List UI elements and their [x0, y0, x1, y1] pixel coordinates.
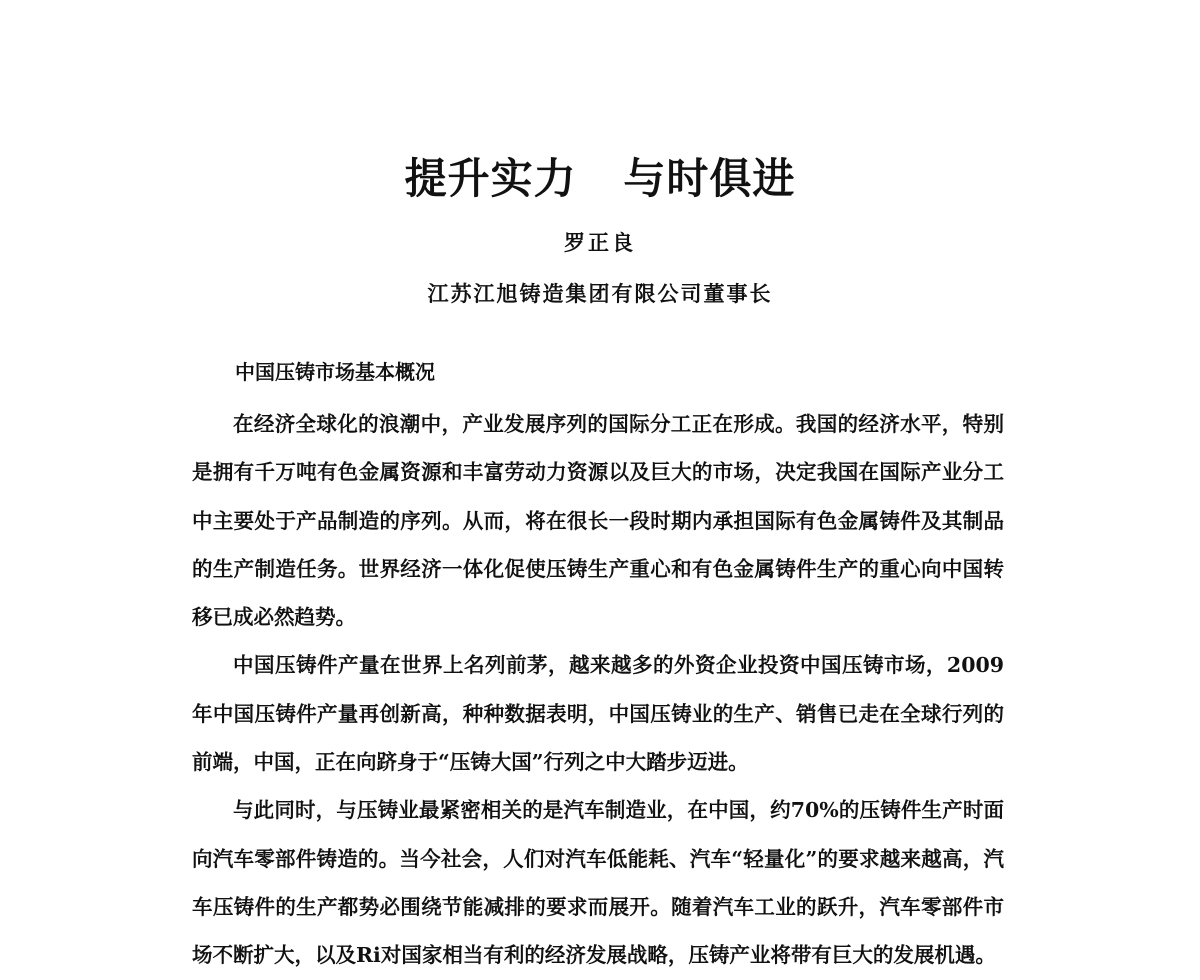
- document-title: 提升实力 与时俱进: [404, 154, 796, 203]
- paragraph: 与此同时，与压铸业最紧密相关的是汽车制造业，在中国，约70%的压铸件生产时面向汽车零部件铸造的。当今社会，人们对汽车低能耗、汽车“轻量化”的要求越来越高，汽车压铸件的生产都势必围绕节能减排的要求而展开。随着汽车工业的跃升，汽车零部件市场不断扩大，以及Ri对国家相当有利的经济发展战略，压铸产业将带有巨大的发展机遇。: [192, 798, 1004, 968]
- author-affiliation: 江苏江旭铸造集团有限公司董事长: [427, 281, 773, 306]
- paragraph: 中国压铸件产量在世界上名列前茅，越来越多的外资企业投资中国压铸市场，2009年中国压铸件产量再创新高，种种数据表明，中国压铸业的生产、销售已走在全球行列的前端，中国，正在向跻身于“压铸大国”行列之中大踏步迈进。: [192, 653, 1004, 775]
- body-text: [192, 400, 1004, 980]
- paragraph: 在经济全球化的浪潮中，产业发展序列的国际分工正在形成。我国的经济水平，特别是拥有千万吨有色金属资源和丰富劳动力资源以及巨大的市场，决定我国在国际产业分工中主要处于产品制造的序列。从而，将在很长一段时期内承担国际有色金属铸件及其制品的生产制造任务。世界经济一体化促使压铸生产重心和有色金属铸件生产的重心向中国转移已成必然趋势。: [192, 412, 1004, 630]
- author-name: 罗正良: [564, 230, 636, 255]
- section-heading: 中国压铸市场基本概况: [235, 360, 435, 384]
